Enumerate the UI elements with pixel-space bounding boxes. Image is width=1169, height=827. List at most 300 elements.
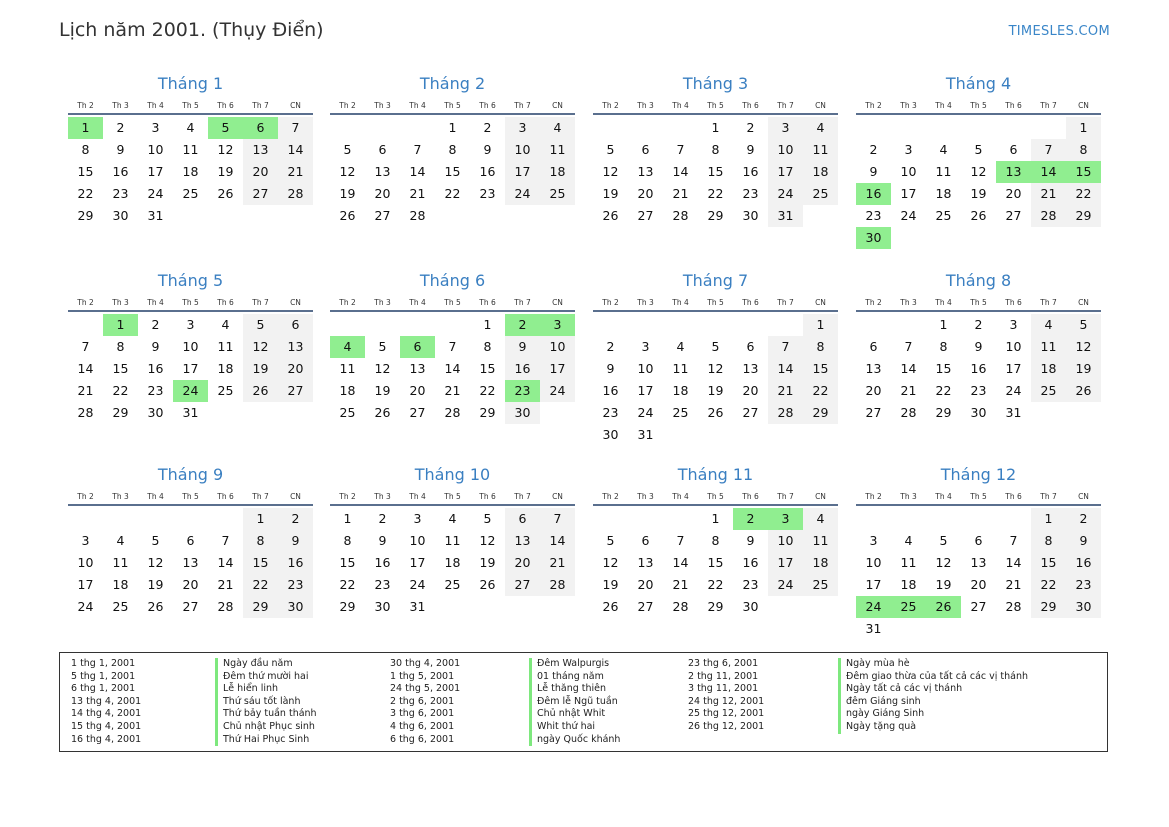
day-cell: 16 <box>505 358 540 380</box>
day-cell: 20 <box>970 577 987 592</box>
day-cell: 21 <box>540 552 575 574</box>
day-cell: 4 <box>540 117 575 139</box>
empty-day-cell <box>400 117 435 139</box>
weekday-header <box>856 488 1101 506</box>
day-cell: 11 <box>217 339 234 354</box>
day-cell: 27 <box>742 405 759 420</box>
empty-day-cell <box>593 508 628 530</box>
weekday-label: Th 7 <box>252 492 269 501</box>
weekday-label: Th 6 <box>217 298 234 307</box>
weekday-label: Th 6 <box>217 101 234 110</box>
weekday-label: Th 5 <box>970 492 987 501</box>
legend-date: 16 thg 4, 2001 <box>71 733 142 745</box>
legend-holiday-name: Chủ nhật Phục sinh <box>215 721 315 734</box>
day-cell: 12 <box>339 164 356 179</box>
day-cell: 26 <box>374 405 391 420</box>
empty-day-cell <box>891 508 926 530</box>
day-cell: 14 <box>768 358 803 380</box>
day-cell: 26 <box>602 599 619 614</box>
weekday-label: Th 3 <box>900 298 917 307</box>
day-cell: 9 <box>505 336 540 358</box>
week-row <box>330 336 575 358</box>
day-cell: 29 <box>243 596 278 618</box>
day-cell: 4 <box>676 339 685 354</box>
day-cell: 15 <box>112 361 129 376</box>
day-cell: 25 <box>803 183 838 205</box>
day-cell: 19 <box>1066 358 1101 380</box>
day-cell: 7 <box>768 336 803 358</box>
day-cell: 6 <box>746 339 755 354</box>
day-cell: 18 <box>339 383 356 398</box>
month-block <box>68 73 313 227</box>
empty-day-cell <box>540 596 575 618</box>
day-cell: 25 <box>803 574 838 596</box>
legend-date: 23 thg 6, 2001 <box>688 658 759 669</box>
legend-date: 24 thg 5, 2001 <box>390 683 461 695</box>
week-row <box>856 227 1101 249</box>
day-cell: 10 <box>768 530 803 552</box>
month-title: Tháng 9 <box>157 465 224 484</box>
legend-holiday-name: Đêm thứ mười hai <box>215 671 309 684</box>
day-cell: 12 <box>243 336 278 358</box>
empty-day-cell <box>856 314 891 336</box>
month-block <box>593 73 838 227</box>
week-row <box>856 117 1101 139</box>
day-cell: 16 <box>742 555 759 570</box>
empty-day-cell <box>435 596 470 618</box>
day-cell: 24 <box>637 405 654 420</box>
weekday-header <box>68 294 313 312</box>
legend-holiday-name: Ngày tất cả các vị thánh <box>838 683 962 696</box>
day-cell: 19 <box>602 186 619 201</box>
day-cell: 2 <box>606 339 615 354</box>
legend-date: 3 thg 11, 2001 <box>688 683 759 695</box>
week-row <box>593 183 838 205</box>
day-cell: 13 <box>970 555 987 570</box>
weekday-label: Th 3 <box>374 101 391 110</box>
day-cell: 5 <box>378 339 387 354</box>
day-cell: 29 <box>339 599 356 614</box>
week-row <box>68 161 313 183</box>
week-row <box>856 336 1101 358</box>
day-cell: 10 <box>865 555 882 570</box>
day-cell: 23 <box>374 577 391 592</box>
day-cell: 11 <box>339 361 356 376</box>
weekday-label: CN <box>815 101 826 110</box>
month-title: Tháng 5 <box>157 271 224 290</box>
weekday-label: Th 4 <box>672 298 689 307</box>
day-cell: 13 <box>742 361 759 376</box>
day-cell: 30 <box>505 402 540 424</box>
weekday-label: CN <box>290 492 301 501</box>
day-cell: 14 <box>540 530 575 552</box>
week-row <box>593 117 838 139</box>
weekday-label: CN <box>290 298 301 307</box>
week-row <box>856 139 1101 161</box>
empty-day-cell <box>803 596 838 618</box>
day-cell: 17 <box>505 161 540 183</box>
day-cell: 27 <box>637 599 654 614</box>
week-row <box>856 530 1101 552</box>
legend-holiday-name: ngày Giáng Sinh <box>838 708 924 721</box>
empty-day-cell <box>330 314 365 336</box>
week-row <box>68 314 313 336</box>
day-cell: 6 <box>400 336 435 358</box>
weekday-header <box>593 294 838 312</box>
weekday-label: CN <box>290 101 301 110</box>
day-cell: 20 <box>374 186 391 201</box>
week-row <box>593 161 838 183</box>
weekday-label: Th 2 <box>339 101 356 110</box>
month-title: Tháng 1 <box>157 74 224 93</box>
day-cell: 9 <box>483 142 492 157</box>
weekday-label: Th 3 <box>374 492 391 501</box>
day-cell: 21 <box>672 577 689 592</box>
weekday-label: CN <box>1078 492 1089 501</box>
empty-day-cell <box>243 402 278 424</box>
legend-holiday-name: ngày Quốc khánh <box>529 734 620 747</box>
legend-date: 6 thg 1, 2001 <box>71 683 136 695</box>
day-cell: 26 <box>970 208 987 223</box>
day-cell: 6 <box>378 142 387 157</box>
empty-day-cell <box>768 424 803 446</box>
site-brand-link[interactable]: TIMESLES.COM <box>1008 24 1110 39</box>
day-cell: 21 <box>1005 577 1022 592</box>
day-cell: 28 <box>217 599 234 614</box>
day-cell: 14 <box>900 361 917 376</box>
weekday-label: Th 7 <box>777 492 794 501</box>
day-cell: 7 <box>448 339 457 354</box>
day-cell: 2 <box>151 317 160 332</box>
day-cell: 25 <box>217 383 234 398</box>
day-cell: 6 <box>641 142 650 157</box>
weekday-header <box>330 488 575 506</box>
day-cell: 18 <box>803 161 838 183</box>
day-cell: 13 <box>409 361 426 376</box>
week-row <box>330 508 575 530</box>
day-cell: 7 <box>1009 533 1018 548</box>
day-cell: 17 <box>865 577 882 592</box>
day-cell: 4 <box>803 117 838 139</box>
day-cell: 30 <box>742 208 759 223</box>
day-cell: 31 <box>1005 405 1022 420</box>
day-cell: 16 <box>602 383 619 398</box>
day-cell: 16 <box>147 361 164 376</box>
day-cell: 6 <box>974 533 983 548</box>
month-title: Tháng 11 <box>677 465 754 484</box>
legend-date: 4 thg 6, 2001 <box>390 721 455 732</box>
weekday-header <box>856 97 1101 115</box>
weekday-label: Th 4 <box>935 298 952 307</box>
day-cell: 15 <box>707 164 724 179</box>
day-cell: 30 <box>742 599 759 614</box>
weekday-label: CN <box>552 492 563 501</box>
week-row <box>330 183 575 205</box>
day-cell: 22 <box>707 577 724 592</box>
day-cell: 5 <box>974 142 983 157</box>
day-cell: 13 <box>996 161 1031 183</box>
day-cell: 12 <box>707 361 724 376</box>
empty-day-cell <box>1031 618 1066 640</box>
week-row <box>856 402 1101 424</box>
day-cell: 23 <box>742 186 759 201</box>
day-cell: 29 <box>707 208 724 223</box>
legend-date: 2 thg 6, 2001 <box>390 695 455 707</box>
empty-day-cell <box>470 205 505 227</box>
weekday-label: Th 2 <box>865 101 882 110</box>
week-row <box>593 552 838 574</box>
day-cell: 17 <box>768 161 803 183</box>
day-cell: 3 <box>413 511 422 526</box>
day-cell: 24 <box>173 380 208 402</box>
day-cell: 3 <box>151 120 160 135</box>
month-title: Tháng 10 <box>414 465 491 484</box>
legend-date: 5 thg 1, 2001 <box>71 670 136 682</box>
day-cell: 30 <box>112 208 129 223</box>
day-cell: 7 <box>1031 139 1066 161</box>
weekday-header <box>68 97 313 115</box>
legend-date: 6 thg 6, 2001 <box>390 733 455 745</box>
day-cell: 13 <box>278 336 313 358</box>
weekday-label: Th 3 <box>112 298 129 307</box>
day-cell: 5 <box>606 533 615 548</box>
empty-day-cell <box>926 117 961 139</box>
day-cell: 8 <box>1066 139 1101 161</box>
legend-date: 24 thg 12, 2001 <box>688 695 765 707</box>
month-block <box>330 270 575 424</box>
empty-day-cell <box>663 314 698 336</box>
weekday-label: Th 5 <box>970 298 987 307</box>
day-cell: 9 <box>116 142 125 157</box>
weekday-label: Th 4 <box>409 492 426 501</box>
day-cell: 18 <box>900 577 917 592</box>
day-cell: 5 <box>939 533 948 548</box>
day-cell: 2 <box>869 142 878 157</box>
day-cell: 13 <box>505 530 540 552</box>
empty-day-cell <box>663 424 698 446</box>
empty-day-cell <box>1066 402 1101 424</box>
day-cell: 20 <box>505 552 540 574</box>
weekday-label: Th 7 <box>1040 298 1057 307</box>
day-cell: 10 <box>540 336 575 358</box>
weekday-label: Th 7 <box>1040 492 1057 501</box>
day-cell: 23 <box>112 186 129 201</box>
week-row <box>68 508 313 530</box>
day-cell: 21 <box>768 380 803 402</box>
empty-day-cell <box>365 117 400 139</box>
day-cell: 12 <box>602 555 619 570</box>
week-row <box>593 139 838 161</box>
day-cell: 11 <box>540 139 575 161</box>
week-row <box>68 336 313 358</box>
empty-day-cell <box>961 618 996 640</box>
day-cell: 6 <box>186 533 195 548</box>
day-cell: 29 <box>1066 205 1101 227</box>
weekday-label: Th 7 <box>252 101 269 110</box>
day-cell: 8 <box>116 339 125 354</box>
day-cell: 25 <box>112 599 129 614</box>
week-row <box>856 183 1101 205</box>
day-cell: 19 <box>147 577 164 592</box>
weekday-label: Th 2 <box>77 492 94 501</box>
month-title: Tháng 8 <box>945 271 1012 290</box>
week-row <box>330 530 575 552</box>
day-cell: 7 <box>676 142 685 157</box>
week-row <box>856 380 1101 402</box>
day-cell: 11 <box>672 361 689 376</box>
weekday-label: CN <box>552 101 563 110</box>
day-cell: 21 <box>409 186 426 201</box>
day-cell: 26 <box>147 599 164 614</box>
day-cell: 20 <box>637 186 654 201</box>
day-cell: 8 <box>803 336 838 358</box>
legend-holiday-name: Thứ bảy tuần thánh <box>215 708 317 721</box>
day-cell: 22 <box>339 577 356 592</box>
weekday-label: Th 2 <box>77 298 94 307</box>
day-cell: 19 <box>602 577 619 592</box>
weekday-label: Th 3 <box>637 101 654 110</box>
day-cell: 29 <box>77 208 94 223</box>
day-cell: 17 <box>637 383 654 398</box>
empty-day-cell <box>173 205 208 227</box>
day-cell: 9 <box>151 339 160 354</box>
weekday-label: Th 3 <box>900 492 917 501</box>
weekday-label: Th 4 <box>409 101 426 110</box>
week-row <box>593 508 838 530</box>
week-row <box>593 596 838 618</box>
weekday-label: Th 3 <box>900 101 917 110</box>
day-cell: 20 <box>409 383 426 398</box>
empty-day-cell <box>768 596 803 618</box>
day-cell: 10 <box>1005 339 1022 354</box>
day-cell: 10 <box>409 533 426 548</box>
day-cell: 25 <box>339 405 356 420</box>
week-row <box>330 205 575 227</box>
month-block <box>856 464 1101 640</box>
day-cell: 29 <box>112 405 129 420</box>
day-cell: 9 <box>974 339 983 354</box>
day-cell: 13 <box>374 164 391 179</box>
weekday-label: Th 2 <box>865 492 882 501</box>
week-row <box>68 596 313 618</box>
day-cell: 15 <box>339 555 356 570</box>
day-cell: 19 <box>339 186 356 201</box>
day-cell: 2 <box>378 511 387 526</box>
day-cell: 26 <box>1066 380 1101 402</box>
day-cell: 31 <box>182 405 199 420</box>
week-row <box>330 161 575 183</box>
day-cell: 7 <box>81 339 90 354</box>
week-row <box>68 117 313 139</box>
empty-day-cell <box>628 314 663 336</box>
day-cell: 17 <box>900 186 917 201</box>
week-row <box>68 358 313 380</box>
day-cell: 5 <box>1066 314 1101 336</box>
day-cell: 10 <box>637 361 654 376</box>
empty-day-cell <box>470 596 505 618</box>
legend-date: 1 thg 1, 2001 <box>71 658 136 669</box>
day-cell: 1 <box>1066 117 1101 139</box>
weekday-label: Th 5 <box>707 298 724 307</box>
month-block <box>68 270 313 424</box>
week-row <box>68 380 313 402</box>
day-cell: 16 <box>856 183 891 205</box>
day-cell: 13 <box>637 555 654 570</box>
day-cell: 4 <box>448 511 457 526</box>
day-cell: 18 <box>112 577 129 592</box>
day-cell: 17 <box>182 361 199 376</box>
empty-day-cell <box>1031 402 1066 424</box>
day-cell: 9 <box>746 142 755 157</box>
day-cell: 13 <box>865 361 882 376</box>
empty-day-cell <box>663 508 698 530</box>
week-row <box>68 574 313 596</box>
day-cell: 5 <box>151 533 160 548</box>
day-cell: 30 <box>147 405 164 420</box>
day-cell: 11 <box>803 530 838 552</box>
day-cell: 19 <box>374 383 391 398</box>
weekday-label: Th 6 <box>479 101 496 110</box>
week-row <box>68 552 313 574</box>
day-cell: 7 <box>221 533 230 548</box>
weekday-label: Th 6 <box>479 298 496 307</box>
day-cell: 13 <box>243 139 278 161</box>
week-row <box>856 314 1101 336</box>
day-cell: 8 <box>1031 530 1066 552</box>
weekday-label: Th 4 <box>147 101 164 110</box>
empty-day-cell <box>400 314 435 336</box>
legend-holiday-name: đêm Giáng sinh <box>838 696 921 709</box>
weekday-label: CN <box>815 298 826 307</box>
day-cell: 23 <box>278 574 313 596</box>
day-cell: 31 <box>768 205 803 227</box>
day-cell: 21 <box>672 186 689 201</box>
weekday-label: Th 2 <box>77 101 94 110</box>
week-row <box>856 596 1101 618</box>
week-row <box>330 596 575 618</box>
day-cell: 28 <box>278 183 313 205</box>
day-cell: 31 <box>637 427 654 442</box>
day-cell: 14 <box>1031 161 1066 183</box>
month-block <box>856 270 1101 424</box>
week-row <box>68 205 313 227</box>
day-cell: 22 <box>243 574 278 596</box>
day-cell: 23 <box>147 383 164 398</box>
day-cell: 9 <box>278 530 313 552</box>
day-cell: 9 <box>606 361 615 376</box>
day-cell: 27 <box>374 208 391 223</box>
day-cell: 1 <box>343 511 352 526</box>
day-cell: 8 <box>448 142 457 157</box>
weekday-header <box>330 294 575 312</box>
day-cell: 22 <box>77 186 94 201</box>
day-cell: 4 <box>904 533 913 548</box>
empty-day-cell <box>278 402 313 424</box>
empty-day-cell <box>628 117 663 139</box>
day-cell: 14 <box>217 555 234 570</box>
day-cell: 11 <box>112 555 129 570</box>
weekday-header <box>856 294 1101 312</box>
empty-day-cell <box>1066 618 1101 640</box>
day-cell: 31 <box>147 208 164 223</box>
weekday-label: Th 3 <box>374 298 391 307</box>
day-cell: 27 <box>243 183 278 205</box>
empty-day-cell <box>540 205 575 227</box>
month-title: Tháng 4 <box>945 74 1012 93</box>
week-row <box>593 380 838 402</box>
week-row <box>330 402 575 424</box>
weekday-label: Th 3 <box>112 101 129 110</box>
